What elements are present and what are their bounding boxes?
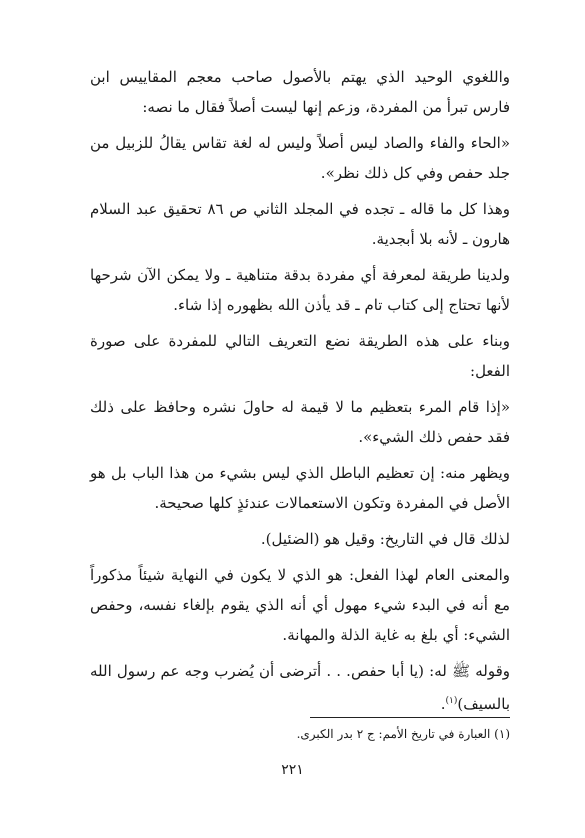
footnote: (١) العبارة في تاريخ الأمم: ج ٢ بدر الكبرى. bbox=[296, 727, 510, 741]
footnote-divider bbox=[310, 717, 510, 718]
paragraph-1: واللغوي الوحيد الذي يهتم بالأصول صاحب معجم المقاييس ابن فارس تبرأ من المفردة، وزعم إنها ليست أصلاً فقال ما نصه: bbox=[90, 68, 510, 116]
page-number: ٢٢١ bbox=[281, 762, 304, 778]
paragraph-9: والمعنى العام لهذا الفعل: هو الذي لا يكون في النهاية شيئاً مذكوراً مع أنه في البدء شيء مهول أي أنه الذي يقوم بإلغاء نفسه، وحفص الشيء: أي بلغ به غاية الذلة والمهانة. bbox=[90, 566, 510, 644]
paragraph-3: وهذا كل ما قاله ـ تجده في المجلد الثاني ص ٨٦ تحقيق عبد السلام هارون ـ لأنه بلا أبجدية. bbox=[90, 200, 510, 248]
paragraph-6: «إذا قام المرء بتعظيم ما لا قيمة له حاولَ نشره وحافظ على ذلك فقد حفص ذلك الشيء». bbox=[90, 398, 510, 446]
paragraph-10-end: . bbox=[440, 695, 446, 713]
paragraph-10-text: وقوله ﷺ له: (يا أبا حفص. . . أترضى أن يُضرب وجه عم رسول الله بالسيف) bbox=[90, 662, 510, 713]
paragraph-10 bbox=[90, 656, 510, 719]
paragraph-7: ويظهر منه: إن تعظيم الباطل الذي ليس بشيء من هذا الباب بل هو الأصل في المفردة وتكون الاستعمالات عندئذٍ كلها صحيحة. bbox=[90, 464, 510, 512]
paragraph-5: وبناء على هذه الطريقة نضع التعريف التالي للمفردة على صورة الفعل: bbox=[90, 332, 510, 380]
paragraph-2: «الحاء والفاء والصاد ليس أصلاً وليس له لغة تقاس يقالُ للزبيل من جلد حفص وفي كل ذلك نظر». bbox=[90, 134, 510, 182]
paragraph-4: ولدينا طريقة لمعرفة أي مفردة بدقة متناهية ـ ولا يمكن الآن شرحها لأنها تحتاج إلى كتاب تام ـ قد يأذن الله بظهوره إذا شاء. bbox=[90, 266, 510, 314]
paragraph-8: لذلك قال في التاريخ: وقيل هو (الضئيل). bbox=[260, 530, 510, 548]
body-text bbox=[90, 62, 510, 725]
footnote-marker: (١) bbox=[445, 696, 458, 706]
